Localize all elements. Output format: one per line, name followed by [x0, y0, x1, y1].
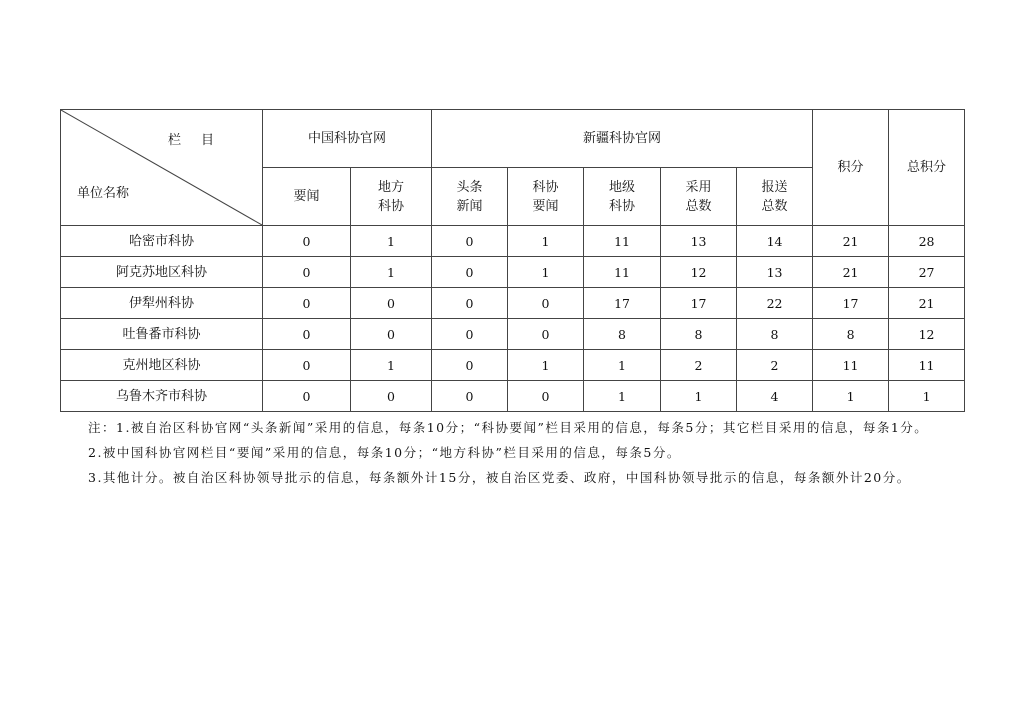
cell: 0 — [432, 226, 508, 257]
cell: 0 — [263, 257, 351, 288]
table-row — [61, 226, 965, 257]
cell: 17 — [584, 288, 661, 319]
table-row — [61, 288, 965, 319]
cell: 1 — [508, 350, 584, 381]
score-header: 积分 — [813, 110, 889, 226]
column-label: 栏目 — [167, 133, 234, 148]
table-row — [61, 381, 965, 412]
cell: 11 — [813, 350, 889, 381]
subheader-difang-kexie: 地方 科协 — [351, 168, 432, 226]
subheader-toutiao-xinwen: 头条 新闻 — [432, 168, 508, 226]
cell: 1 — [351, 257, 432, 288]
cell: 0 — [263, 350, 351, 381]
cell: 8 — [737, 319, 813, 350]
unit-name: 吐鲁番市科协 — [61, 319, 263, 350]
note-2: 2.被中国科协官网栏目“要闻”采用的信息，每条10分；“地方科协”栏目采用的信息，每条5分。 — [88, 445, 681, 460]
cell: 27 — [889, 257, 965, 288]
cell: 0 — [432, 350, 508, 381]
cell: 0 — [263, 288, 351, 319]
cell: 0 — [432, 319, 508, 350]
subheader-caiyong-zongshu: 采用 总数 — [661, 168, 737, 226]
cell: 21 — [813, 257, 889, 288]
cell: 17 — [661, 288, 737, 319]
cell: 11 — [584, 257, 661, 288]
cell: 21 — [813, 226, 889, 257]
table-row — [61, 319, 965, 350]
cell: 0 — [508, 288, 584, 319]
cell: 14 — [737, 226, 813, 257]
cell: 1 — [508, 257, 584, 288]
cell: 1 — [351, 226, 432, 257]
cell: 1 — [661, 381, 737, 412]
unit-name: 伊犁州科协 — [61, 288, 263, 319]
diagonal-line — [61, 110, 262, 225]
cell: 0 — [508, 381, 584, 412]
cell: 17 — [813, 288, 889, 319]
cell: 1 — [351, 350, 432, 381]
cell: 12 — [661, 257, 737, 288]
table-row — [61, 257, 965, 288]
cell: 12 — [889, 319, 965, 350]
header-row-1 — [61, 110, 965, 168]
unit-name: 乌鲁木齐市科协 — [61, 381, 263, 412]
total-score-header: 总积分 — [889, 110, 965, 226]
diagonal-header-cell — [61, 110, 263, 226]
cell: 0 — [432, 288, 508, 319]
cell: 0 — [263, 226, 351, 257]
cell: 0 — [351, 319, 432, 350]
table-row — [61, 350, 965, 381]
unit-name: 阿克苏地区科协 — [61, 257, 263, 288]
cell: 8 — [661, 319, 737, 350]
note-1: 注：1.被自治区科协官网“头条新闻”采用的信息，每条10分；“科协要闻”栏目采用的信息，每条5分；其它栏目采用的信息，每条1分。 — [88, 420, 929, 435]
cell: 22 — [737, 288, 813, 319]
cell: 0 — [432, 381, 508, 412]
cell: 0 — [351, 288, 432, 319]
subheader-diji-kexie: 地级 科协 — [584, 168, 661, 226]
subheader-baosong-zongshu: 报送 总数 — [737, 168, 813, 226]
unit-name: 克州地区科协 — [61, 350, 263, 381]
cell: 13 — [661, 226, 737, 257]
cell: 11 — [584, 226, 661, 257]
cell: 0 — [432, 257, 508, 288]
cell: 1 — [813, 381, 889, 412]
cell: 0 — [263, 381, 351, 412]
cell: 2 — [661, 350, 737, 381]
subheader-yaowen: 要闻 — [263, 168, 351, 226]
cell: 4 — [737, 381, 813, 412]
cell: 8 — [813, 319, 889, 350]
cell: 1 — [584, 381, 661, 412]
group-header-xinjiang: 新疆科协官网 — [432, 110, 813, 168]
notes-section — [88, 415, 940, 490]
subheader-kexie-yaowen: 科协 要闻 — [508, 168, 584, 226]
cell: 21 — [889, 288, 965, 319]
cell: 0 — [263, 319, 351, 350]
cell: 2 — [737, 350, 813, 381]
unit-label: 单位名称 — [77, 186, 130, 201]
cell: 11 — [889, 350, 965, 381]
note-3: 3.其他计分。被自治区科协领导批示的信息，每条额外计15分，被自治区党委、政府，中国科协领导批示的信息，每条额外计20分。 — [88, 470, 911, 485]
cell: 0 — [508, 319, 584, 350]
cell: 13 — [737, 257, 813, 288]
score-table — [60, 109, 965, 412]
cell: 0 — [351, 381, 432, 412]
group-header-china: 中国科协官网 — [263, 110, 432, 168]
cell: 1 — [584, 350, 661, 381]
cell: 1 — [889, 381, 965, 412]
cell: 28 — [889, 226, 965, 257]
cell: 8 — [584, 319, 661, 350]
unit-name: 哈密市科协 — [61, 226, 263, 257]
cell: 1 — [508, 226, 584, 257]
